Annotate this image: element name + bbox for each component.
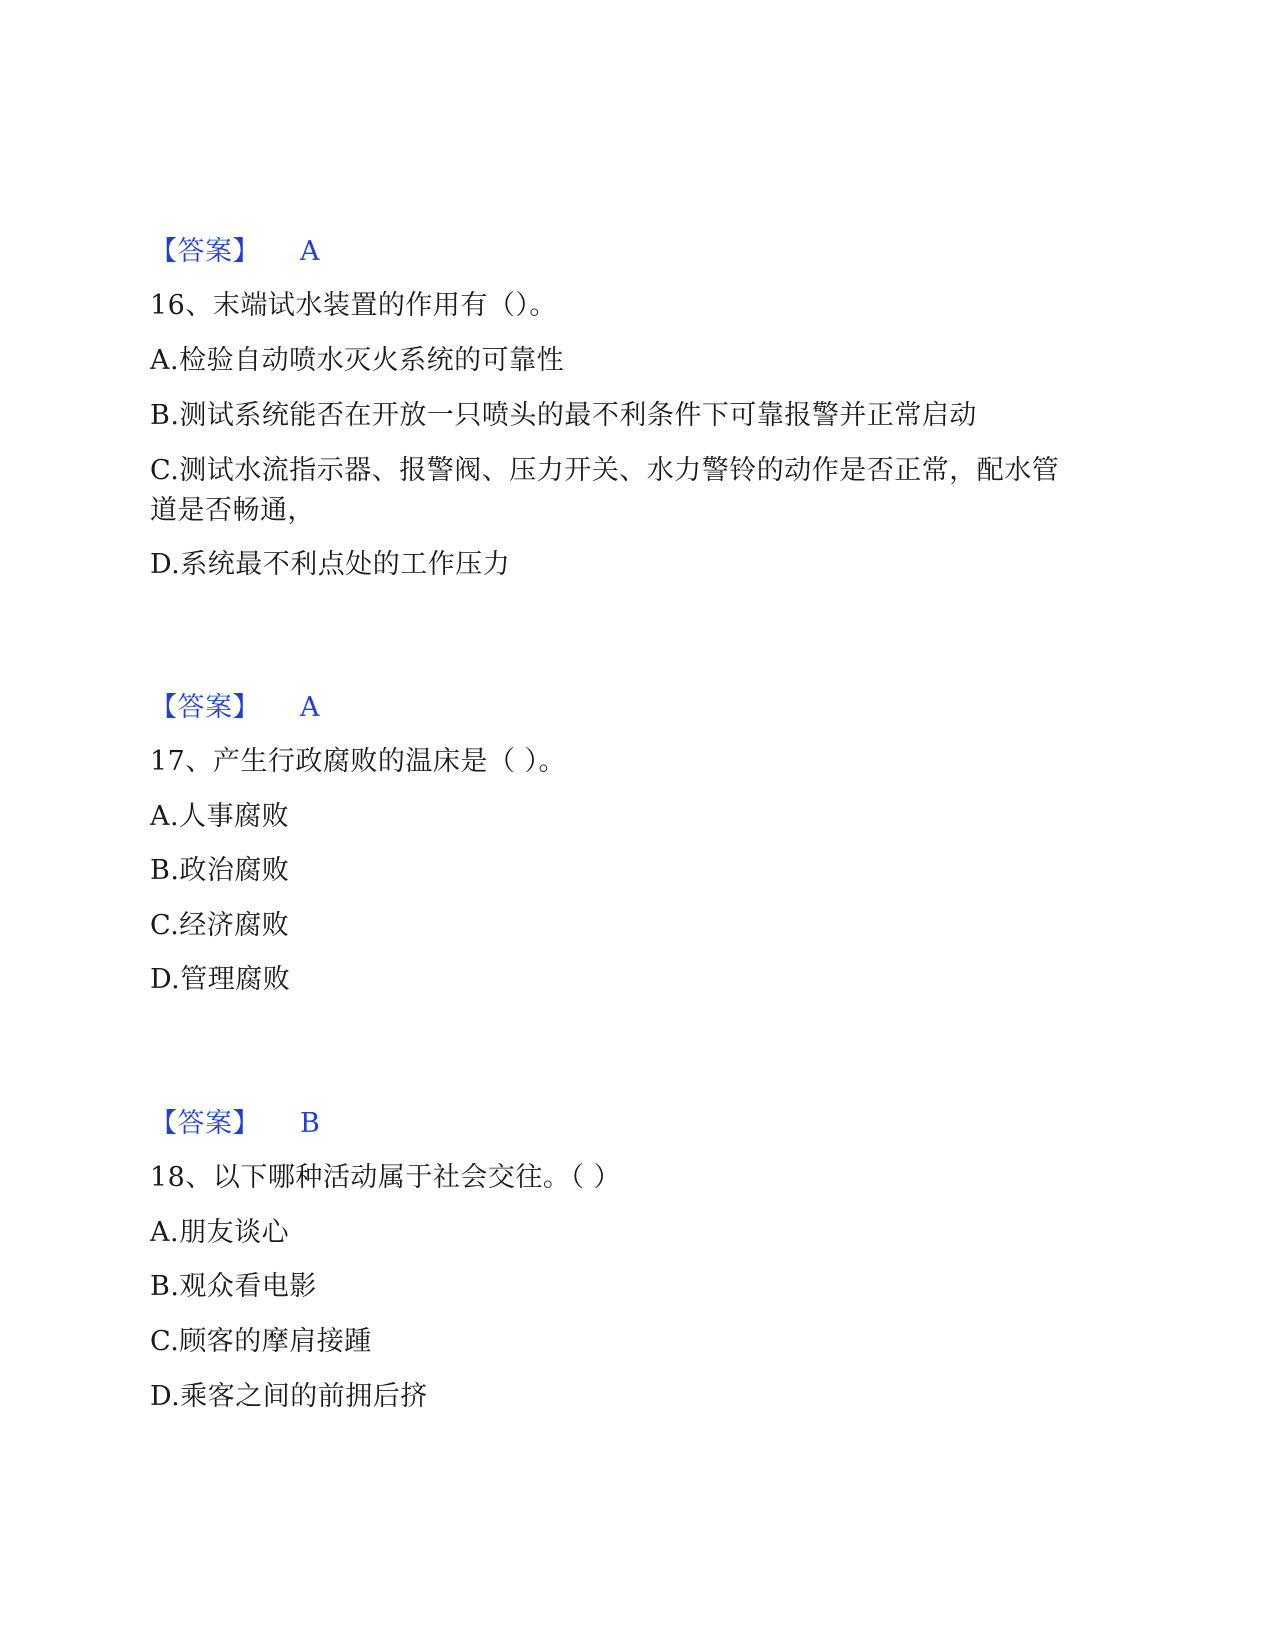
answer-line	[150, 688, 1130, 728]
option-a: A.检验自动喷水灭火系统的可靠性	[150, 345, 565, 376]
question-text: 17、产生行政腐败的温床是（ ）。	[150, 746, 566, 777]
option-a: A.人事腐败	[150, 801, 290, 832]
answer-value: A	[300, 236, 320, 267]
answer-label: 【答案】	[150, 236, 260, 267]
option-b: B.观众看电影	[150, 1271, 317, 1302]
answer-line	[150, 232, 1130, 272]
answer-value: A	[300, 692, 320, 723]
option-d: D.管理腐败	[150, 964, 291, 995]
option-d: D.系统最不利点处的工作压力	[150, 549, 511, 580]
question-text: 18、以下哪种活动属于社会交往。（ ）	[150, 1162, 621, 1193]
option-c: C.顾客的摩肩接踵	[150, 1326, 372, 1357]
answer-label: 【答案】	[150, 692, 260, 723]
option-c: C.经济腐败	[150, 910, 290, 941]
question-text: 16、末端试水装置的作用有（）。	[150, 290, 557, 321]
option-a: A.朋友谈心	[150, 1217, 290, 1248]
option-b: B.测试系统能否在开放一只喷头的最不利条件下可靠报警并正常启动	[150, 400, 977, 431]
answer-value: B	[300, 1108, 321, 1139]
option-c: C.测试水流指示器、报警阀、压力开关、水力警铃的动作是否正常，配水管道是否畅通，	[150, 455, 1060, 526]
answer-label: 【答案】	[150, 1108, 260, 1139]
option-b: B.政治腐败	[150, 855, 290, 886]
answer-line	[150, 1104, 1130, 1144]
option-d: D.乘客之间的前拥后挤	[150, 1381, 428, 1412]
